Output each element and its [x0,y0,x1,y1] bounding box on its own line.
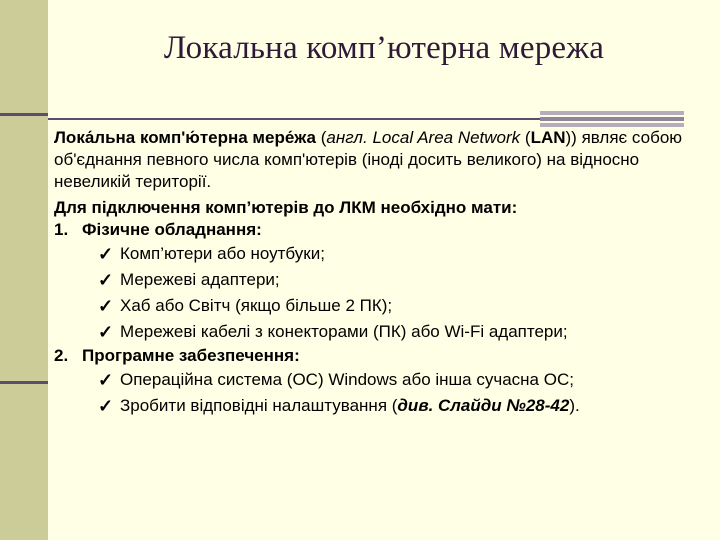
side-decoration-bar [0,0,48,540]
definition-english: Local Area Network [367,128,521,147]
software-list [54,367,704,419]
slide-body [54,127,704,419]
section-title: Фізичне обладнання: [82,220,262,239]
checkmark-icon: ✓ [98,322,114,342]
checkmark-icon: ✓ [98,370,114,390]
list-item-suffix: ). [569,396,580,415]
checkmark-icon: ✓ [98,270,114,290]
definition-paragraph [54,127,704,193]
list-item-text: Комп’ютери або ноутбуки; [120,244,325,263]
section-heading-software [54,345,704,367]
checkmark-icon: ✓ [98,244,114,264]
title-underline-rule [48,118,540,120]
definition-close-paren: )) [565,128,577,147]
definition-paren-inner: ( [520,128,531,147]
left-accent-rule-top [0,113,48,116]
checkmark-icon: ✓ [98,396,114,416]
slides-reference: див. Слайди №28-42 [397,396,570,415]
hardware-list [54,241,704,345]
definition-text: являє собою об'єднання певного числа комп'ютерів (іноді досить великого) на відносно невеликій території. [54,128,683,191]
list-item-prefix: Зробити відповідні налаштування ( [120,396,398,415]
list-item-text: Хаб або Світч (якщо більше 2 ПК); [120,296,393,315]
checkmark-icon: ✓ [98,296,114,316]
section-number: 1. [54,220,69,239]
section-heading-hardware [54,219,704,241]
definition-open-paren: ( [316,128,327,147]
list-item [54,393,704,419]
list-item [54,293,704,319]
list-item-text: Мережеві адаптери; [120,270,280,289]
list-item [54,241,704,267]
left-accent-rule-bottom [0,381,48,384]
list-item [54,367,704,393]
list-item-text: Мережеві кабелі з конекторами (ПК) або Wi-Fi адаптери; [120,322,568,341]
slide-title: Локальна комп’ютерна мережа [163,30,605,66]
section-title: Програмне забезпечення: [82,346,300,365]
list-item [54,267,704,293]
section-number: 2. [54,346,69,365]
definition-lan: LAN [530,128,566,147]
list-item [54,319,704,345]
list-item-text: Операційна система (ОС) Windows або інша сучасна ОС; [120,370,574,389]
requirements-heading: Для підключення комп’ютерів до ЛКМ необхідно мати: [54,198,518,217]
definition-term: Лока́льна комп'ю́терна мере́жа [54,128,317,147]
definition-abbr-lang: англ. [326,128,368,147]
